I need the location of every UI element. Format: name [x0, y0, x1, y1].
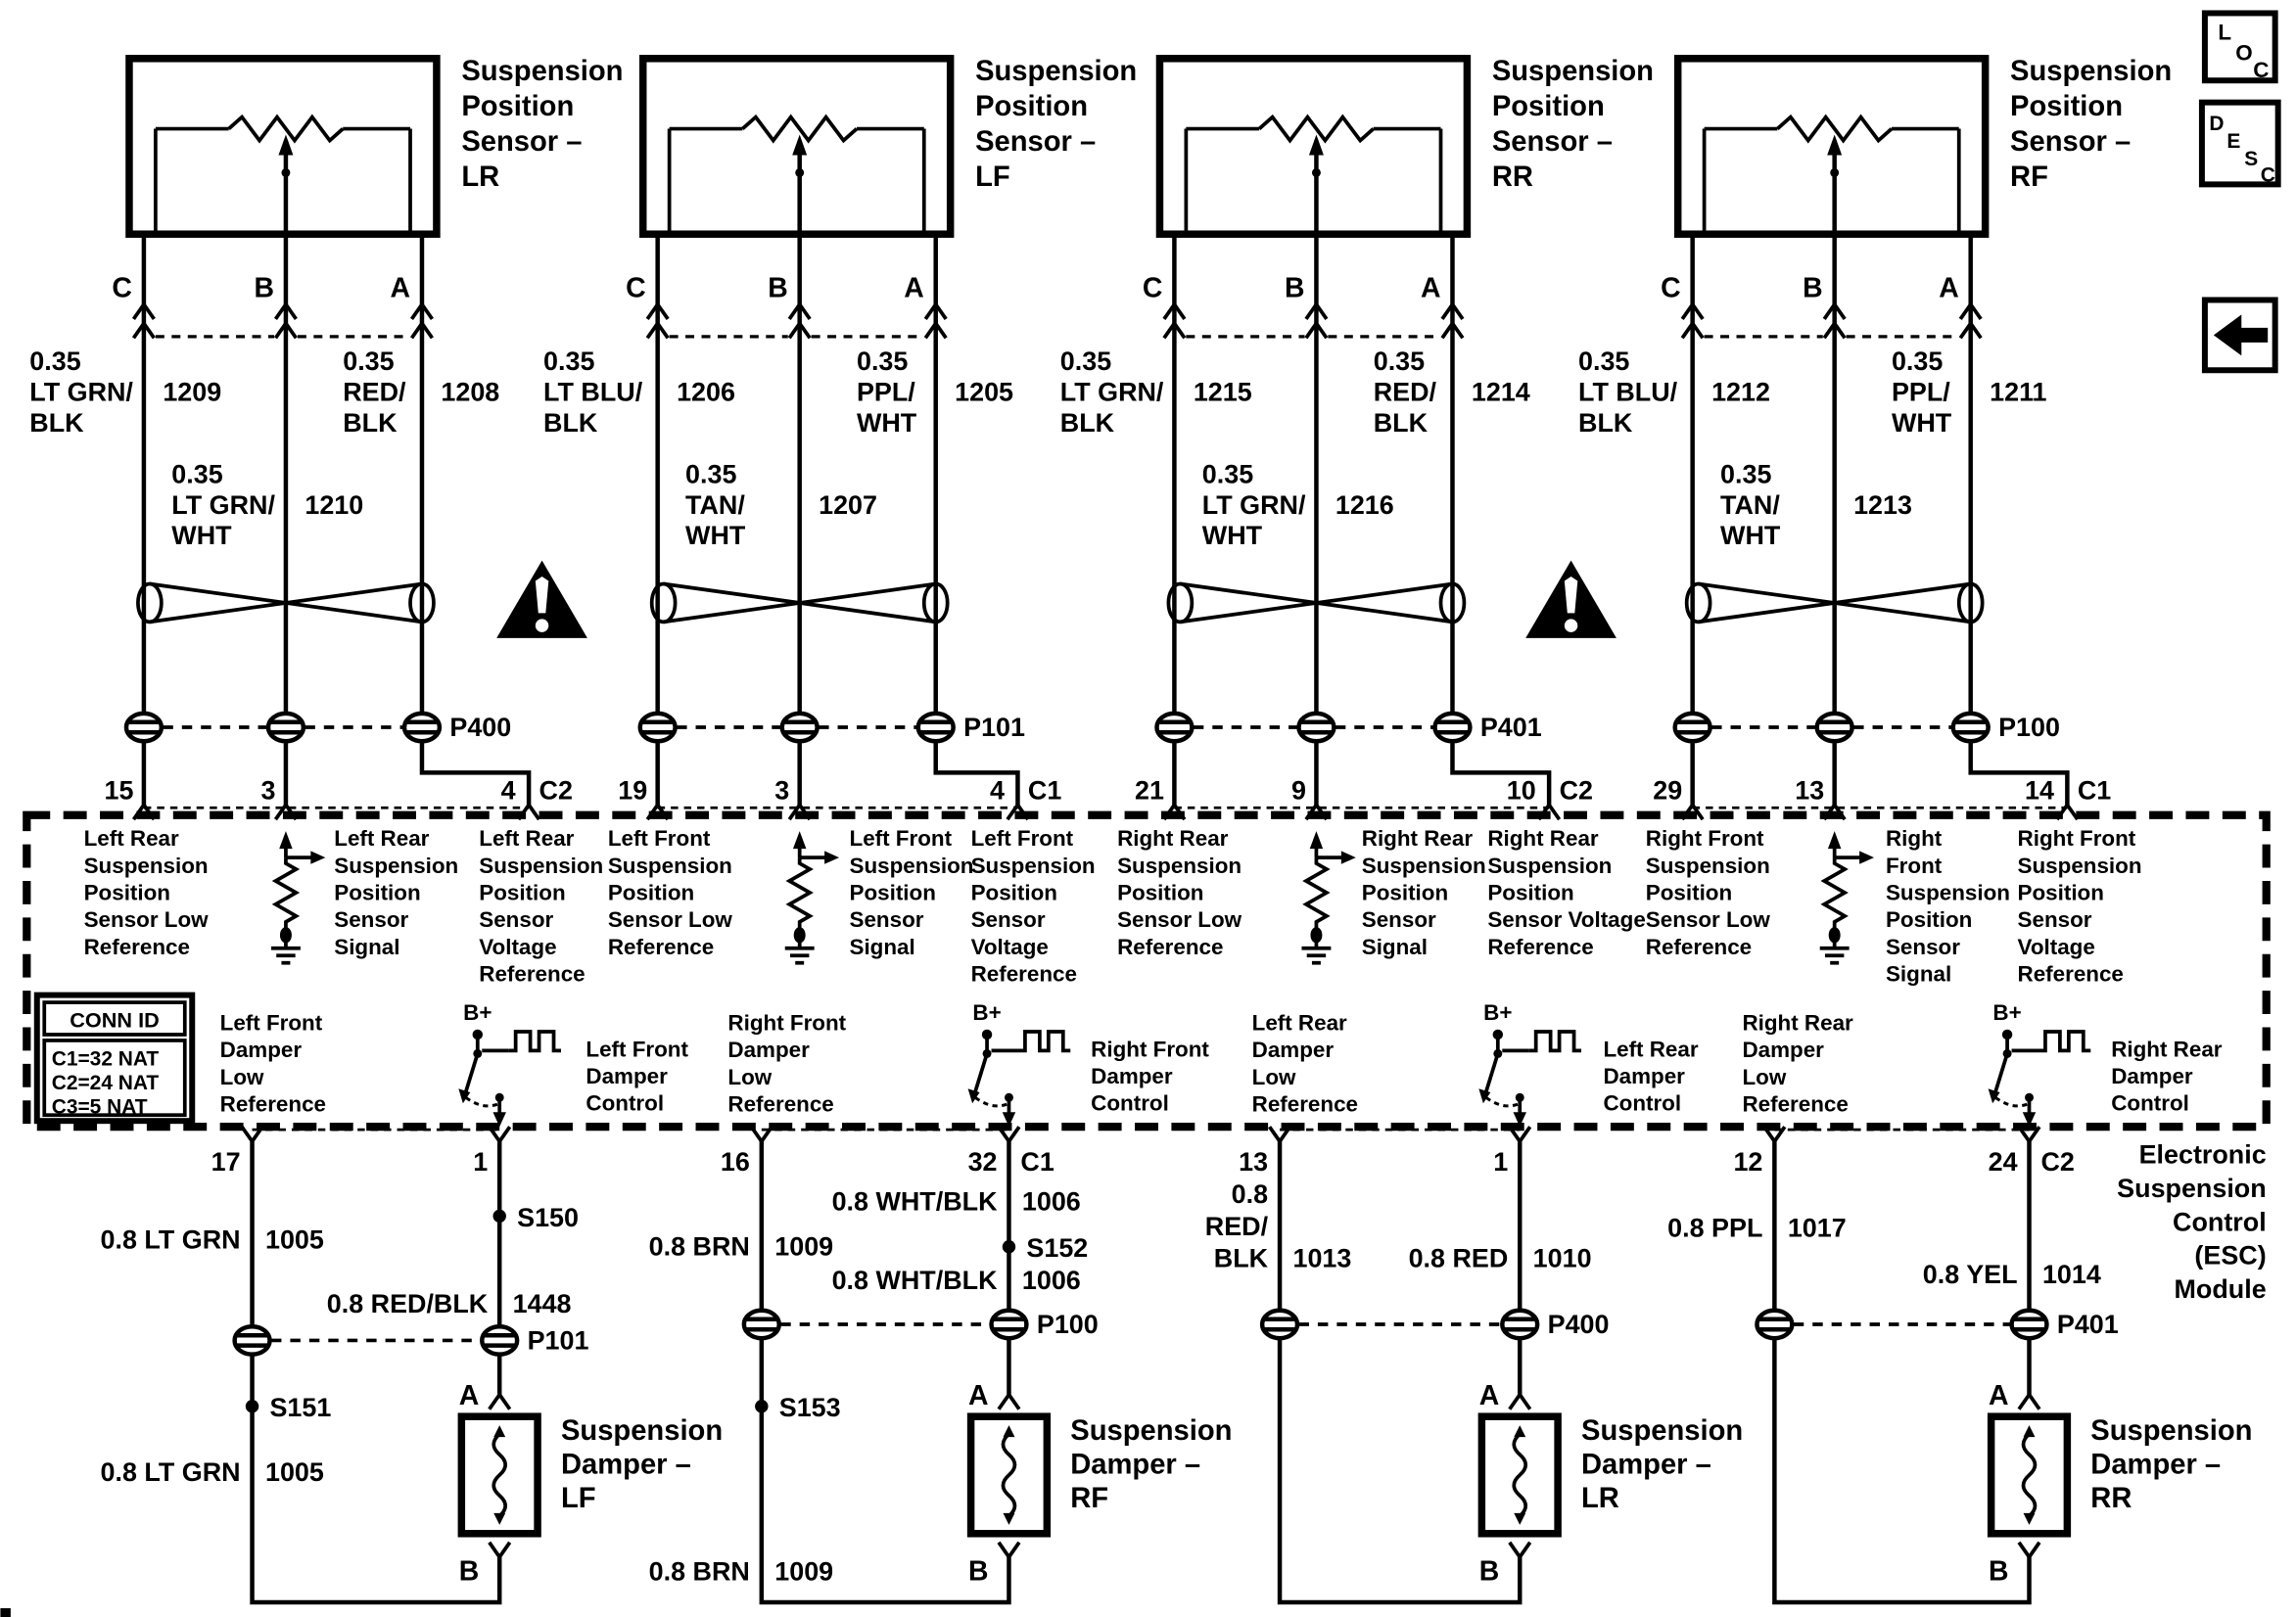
splice-label: S152: [1026, 1233, 1089, 1264]
loc-letter: O: [2235, 40, 2253, 66]
pwm-switch-icon: [1989, 1030, 2091, 1127]
pin-letter: C: [626, 272, 646, 304]
module-connector-id: C2: [539, 775, 573, 806]
damper-rf-section: [649, 1141, 1233, 1602]
module-connector-id: C1: [1020, 1147, 1054, 1178]
pin-letter: B: [1284, 272, 1305, 304]
pin-letter: A: [458, 1380, 480, 1412]
sensor-rf-section: [1578, 56, 2172, 819]
wire-label: 0.35 PPL/ WHT: [856, 346, 917, 439]
pw-switch-icon: [458, 1030, 561, 1127]
back-arrow-icon: [2214, 314, 2268, 355]
inline-connector-icon: [1262, 1311, 1297, 1338]
circuit-number: 1213: [1853, 489, 1912, 520]
damper-lr-section: [1205, 1141, 1743, 1602]
inline-connector-icon: [1757, 1311, 1792, 1338]
damper-title: Suspension Damper – LR: [1581, 1415, 1744, 1514]
wire-label: 0.8 RED/BLK: [326, 1289, 489, 1319]
circuit-number: 1005: [265, 1224, 324, 1255]
pin-letter: B: [1989, 1555, 2009, 1588]
wire-label: 0.8 RED/ BLK: [1204, 1178, 1269, 1273]
conn-id-rows: C1=32 NAT C2=24 NAT C3=5 NAT: [51, 1047, 160, 1119]
inline-connector-icon: [2012, 1311, 2047, 1338]
position-sensor-icon: [643, 59, 951, 234]
pin-letter: A: [390, 272, 411, 304]
circuit-number: 1009: [774, 1556, 834, 1587]
position-sensor-icon: [1678, 59, 1986, 234]
module-label: Left Rear Suspension Position Sensor Voltage Reference: [479, 826, 604, 987]
pin-letter: A: [904, 272, 924, 304]
circuit-number: 1210: [305, 489, 364, 520]
module-pin-number: 1: [1493, 1147, 1509, 1178]
connector-label: P100: [1036, 1309, 1099, 1339]
inline-connector-icon: [126, 714, 162, 741]
circuit-number: 1448: [512, 1289, 572, 1319]
wire-label: 0.8 WHT/BLK: [831, 1186, 998, 1217]
wire-label: 0.8 LT GRN: [100, 1224, 241, 1255]
module-connector-id: C1: [1027, 775, 1062, 806]
back-arrow-button[interactable]: [2205, 300, 2275, 370]
module-pin-number: 10: [1506, 775, 1536, 806]
circuit-number: 1017: [1787, 1213, 1847, 1243]
wire-label: 0.35 LT GRN/ WHT: [1201, 459, 1306, 551]
splice-label: S150: [517, 1202, 579, 1232]
circuit-number: 1006: [1021, 1266, 1081, 1296]
module-pin-number: 32: [967, 1147, 998, 1178]
b-plus-label: B+: [972, 1000, 1002, 1026]
module-pin-number: 1: [473, 1147, 489, 1178]
circuit-number: 1014: [2041, 1260, 2101, 1290]
circuit-number: 1216: [1335, 489, 1394, 520]
module-label: Right Rear Damper Control: [2111, 1037, 2223, 1116]
connector-label: P401: [1479, 712, 1542, 742]
pin-chevron-icon: [999, 1543, 1019, 1557]
module-label: Left Front Damper Low Reference: [219, 1010, 327, 1117]
module-pin-number: 4: [990, 775, 1005, 806]
damper-icon: [461, 1416, 538, 1534]
circuit-number: 1208: [441, 377, 500, 407]
pin-letter: A: [1939, 272, 1959, 304]
module-pin-number: 9: [1290, 775, 1306, 806]
module-pin-number: 15: [104, 775, 134, 806]
circuit-number: 1207: [819, 489, 877, 520]
inline-connector-icon: [640, 714, 676, 741]
module-pin-number: 24: [1988, 1147, 2018, 1178]
splice-dot: [1003, 1240, 1015, 1253]
sensor-title: Suspension Position Sensor – LR: [461, 56, 624, 193]
module-pin-number: 13: [1239, 1147, 1269, 1178]
module-pin-number: 17: [211, 1147, 241, 1178]
module-label: Right Front Suspension Position Sensor Signal: [1885, 826, 2010, 987]
loc-letter: C: [2253, 58, 2270, 83]
circuit-number: 1206: [677, 377, 735, 407]
circuit-number: 1010: [1532, 1243, 1592, 1273]
damper-title: Suspension Damper – RF: [1070, 1415, 1233, 1514]
sensor-title: Suspension Position Sensor – RF: [2010, 56, 2173, 193]
splice-dot: [246, 1400, 258, 1412]
inline-connector-icon: [482, 1326, 517, 1354]
wire-label: 0.8 YEL: [1922, 1260, 2018, 1290]
module-label: Right Front Damper Low Reference: [727, 1010, 847, 1117]
wire-lf-a-step: [936, 740, 1018, 805]
circuit-number: 1209: [163, 377, 222, 407]
pin-letter: A: [1478, 1380, 1500, 1412]
damper-lf-section: [101, 1141, 724, 1602]
circuit-number: 1215: [1193, 377, 1252, 407]
wire-label: 0.8 WHT/BLK: [831, 1266, 998, 1296]
inline-connector-icon: [1298, 714, 1334, 741]
pin-letter: B: [1478, 1555, 1500, 1588]
inline-connector-icon: [918, 714, 954, 741]
wire-label: 0.8 BRN: [648, 1556, 750, 1587]
desc-letter: D: [2209, 113, 2225, 136]
loc-letter: L: [2218, 20, 2232, 45]
circuit-number: 1211: [1990, 377, 2047, 407]
pin-letter: A: [1989, 1380, 2009, 1412]
module-label: Left Rear Damper Low Reference: [1251, 1010, 1359, 1117]
pin-letter: B: [458, 1555, 480, 1588]
pwm-switch-icon: [1478, 1030, 1581, 1127]
warning-triangle-icon: [496, 561, 587, 638]
pin-chevron-icon: [2019, 1543, 2039, 1557]
pin-letter: C: [1661, 272, 1681, 304]
wire-label: 0.35 LT GRN/ BLK: [1059, 346, 1164, 439]
inline-connector-icon: [992, 1311, 1027, 1338]
desc-letter: E: [2226, 129, 2241, 153]
module-name: Electronic Suspension Control (ESC) Module: [2117, 1139, 2267, 1305]
module-label: Right Rear Suspension Position Sensor Voltage Reference: [1487, 826, 1646, 959]
inline-connector-icon: [1435, 714, 1471, 741]
loc-badge[interactable]: [2205, 13, 2275, 82]
damper-rr-section: [1667, 1141, 2252, 1602]
circuit-number: 1013: [1292, 1243, 1352, 1273]
wire-label: 0.8 BRN: [648, 1231, 750, 1262]
wire-label: 0.35 RED/ BLK: [1373, 346, 1437, 439]
splice-label: S153: [778, 1393, 841, 1423]
internal-resistor-ground-icon: [271, 831, 325, 963]
b-plus-label: B+: [463, 1000, 492, 1026]
inline-connector-icon: [404, 714, 440, 741]
wire-label: 0.8 LT GRN: [100, 1456, 241, 1487]
pin-letter: B: [1803, 272, 1823, 304]
corner-badges: [2202, 13, 2278, 370]
module-label: Left Front Suspension Position Sensor Voltage Reference: [970, 826, 1096, 987]
position-sensor-icon: [129, 59, 437, 234]
pin-chevron-icon: [1510, 1543, 1530, 1557]
pwm-switch-icon: [968, 1030, 1071, 1127]
module-connector-id: C2: [1559, 775, 1594, 806]
pin-letter: B: [968, 1555, 989, 1588]
b-plus-label: B+: [1483, 1000, 1513, 1026]
module-pin-number: 14: [2024, 775, 2054, 806]
conn-id-table: [37, 995, 192, 1122]
module-pin-number: 3: [260, 775, 276, 806]
module-pin-number: 29: [1653, 775, 1683, 806]
module-label: Right Rear Suspension Position Sensor Signal: [1361, 826, 1486, 959]
damper-title: Suspension Damper – LF: [560, 1415, 724, 1514]
pin-chevron-icon: [490, 1543, 510, 1557]
wire-label: 0.35 LT GRN/ BLK: [29, 346, 133, 439]
internal-resistor-ground-icon: [1301, 831, 1355, 963]
desc-letter: C: [2260, 163, 2275, 187]
b-plus-label: B+: [1992, 1000, 2022, 1026]
module-pin-number: 4: [500, 775, 516, 806]
module-pin-number: 3: [774, 775, 790, 806]
desc-letter: S: [2244, 147, 2259, 170]
damper-title: Suspension Damper – RR: [2090, 1415, 2253, 1514]
damper-icon: [971, 1416, 1048, 1534]
sensor-title: Suspension Position Sensor – LF: [975, 56, 1138, 193]
module-pin-number: 12: [1733, 1147, 1763, 1178]
wire-label: 0.35 RED/ BLK: [343, 346, 406, 439]
pin-letter: A: [968, 1380, 989, 1412]
wire-label: 0.35 LT GRN/ WHT: [171, 459, 275, 551]
wire-label: 0.35 LT BLU/ BLK: [543, 346, 643, 439]
pin-chevron-icon: [1510, 1395, 1530, 1409]
pin-chevron-icon: [2019, 1395, 2039, 1409]
inline-connector-icon: [268, 714, 304, 741]
pin-letter: B: [768, 272, 788, 304]
module-label: Right Front Damper Control: [1091, 1037, 1209, 1116]
wire-label: 0.8 RED: [1408, 1243, 1509, 1273]
connector-label: P101: [963, 712, 1025, 742]
wire-label: 0.35 TAN/ WHT: [685, 459, 746, 551]
module-label: Right Rear Suspension Position Sensor Low Reference: [1117, 826, 1242, 959]
position-sensor-icon: [1159, 59, 1467, 234]
splice-dot: [492, 1210, 505, 1223]
sensor-lr-section: [29, 56, 623, 819]
internal-resistor-ground-icon: [1820, 831, 1874, 963]
desc-badge[interactable]: [2202, 103, 2278, 187]
module-label: Left Rear Suspension Position Sensor Signal: [334, 826, 459, 959]
module-label: Left Front Damper Control: [586, 1037, 688, 1116]
connector-label: P100: [1998, 712, 2060, 742]
module-label: Right Rear Damper Low Reference: [1742, 1010, 1853, 1117]
pin-letter: C: [1142, 272, 1163, 304]
wire-label: 0.35 LT BLU/ BLK: [1578, 346, 1678, 439]
module-label: Right Front Suspension Position Sensor Voltage Reference: [2017, 826, 2142, 987]
module-label: Left Rear Suspension Position Sensor Low Reference: [83, 826, 209, 959]
circuit-number: 1005: [265, 1456, 324, 1487]
pin-chevron-icon: [490, 1395, 510, 1409]
inline-connector-icon: [782, 714, 818, 741]
circuit-number: 1214: [1471, 377, 1530, 407]
conn-id-header: CONN ID: [70, 1007, 160, 1033]
module-connector-id: C2: [2040, 1147, 2075, 1178]
pin-letter: B: [254, 272, 274, 304]
module-label: Left Front Suspension Position Sensor Signal: [849, 826, 974, 959]
sensor-title: Suspension Position Sensor – RR: [1491, 56, 1654, 193]
module-pin-number: 16: [720, 1147, 750, 1178]
wire-label: 0.8 PPL: [1667, 1213, 1763, 1243]
splice-dot: [755, 1400, 768, 1412]
module-label: Left Rear Damper Control: [1603, 1037, 1699, 1116]
damper-icon: [1481, 1416, 1558, 1534]
module-pin-number: 21: [1135, 775, 1164, 806]
splice-label: S151: [269, 1393, 332, 1423]
inline-connector-icon: [1953, 714, 1989, 741]
damper-icon: [1991, 1416, 2068, 1534]
module-label: Left Front Suspension Position Sensor Low Reference: [607, 826, 732, 959]
inline-connector-icon: [235, 1326, 270, 1354]
connector-label: P400: [1547, 1309, 1610, 1339]
circuit-number: 1009: [774, 1231, 834, 1262]
inline-connector-icon: [1817, 714, 1852, 741]
wire-label: 0.35 TAN/ WHT: [1720, 459, 1781, 551]
page-artifact-mark: [0, 1608, 10, 1617]
inline-connector-icon: [1675, 714, 1710, 741]
connector-label: P401: [2056, 1309, 2119, 1339]
circuit-number: 1006: [1021, 1186, 1081, 1217]
sensor-rr-section: [1060, 56, 1654, 819]
warning-triangle-icon: [1525, 561, 1617, 638]
module-pin-number: 19: [618, 775, 648, 806]
internal-resistor-ground-icon: [785, 831, 839, 963]
pin-letter: C: [112, 272, 132, 304]
pin-letter: A: [1420, 272, 1441, 304]
module-pin-number: 13: [1795, 775, 1825, 806]
pin-chevron-icon: [999, 1395, 1019, 1409]
module-label: Right Front Suspension Position Sensor Low Reference: [1645, 826, 1770, 959]
inline-connector-icon: [744, 1311, 779, 1338]
inline-connector-icon: [1502, 1311, 1537, 1338]
inline-connector-icon: [1156, 714, 1192, 741]
connector-label: P400: [449, 712, 512, 742]
circuit-number: 1212: [1711, 377, 1770, 407]
esc-module: [26, 815, 2266, 1304]
sensor-lf-section: [543, 56, 1137, 819]
connector-label: P101: [527, 1325, 589, 1356]
wire-label: 0.35 PPL/ WHT: [1891, 346, 1952, 439]
module-connector-id: C1: [2077, 775, 2112, 806]
circuit-number: 1205: [955, 377, 1014, 407]
